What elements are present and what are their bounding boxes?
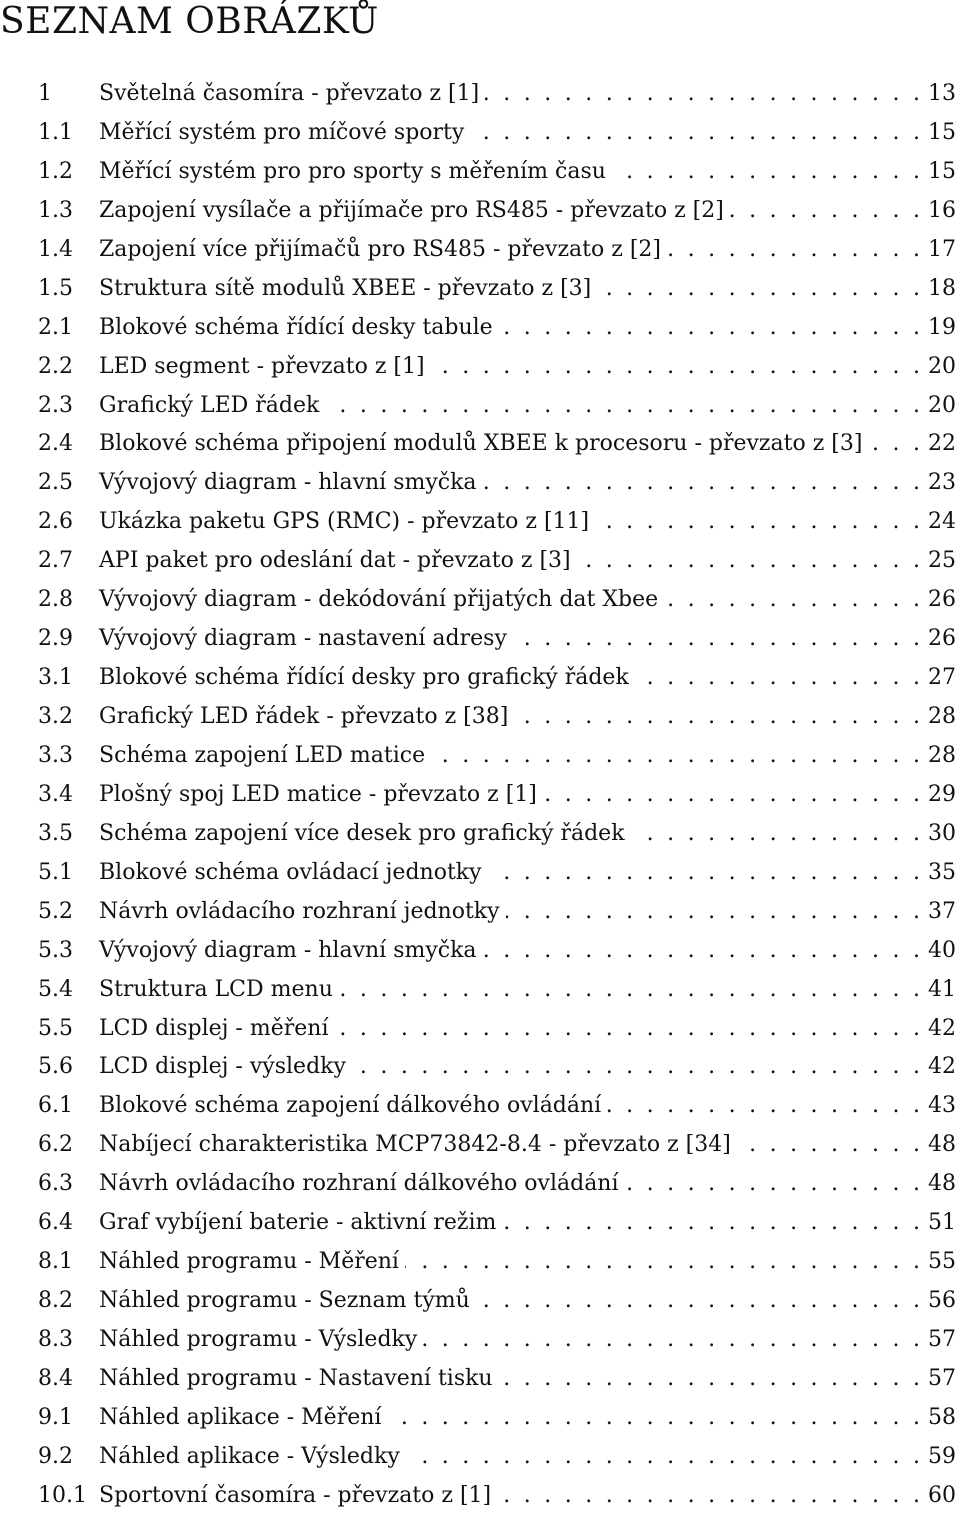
figure-entry-body: [99, 971, 956, 1009]
figure-page-number: 56: [928, 1288, 956, 1314]
figure-number: 1.4: [38, 236, 73, 262]
dot-leader: [730, 192, 920, 230]
figure-number: 2.8: [38, 587, 73, 613]
figure-entry-body: [99, 1048, 956, 1086]
dot-leader: [597, 270, 920, 308]
figure-caption: Náhled aplikace - Měření: [99, 1404, 382, 1430]
figure-caption: Náhled aplikace - Výsledky: [99, 1443, 400, 1469]
figure-entry[interactable]: [0, 425, 960, 464]
figure-entry-body: [99, 1126, 956, 1164]
figure-entry[interactable]: [0, 1282, 960, 1321]
figure-entry[interactable]: [0, 542, 960, 581]
dot-leader: [664, 581, 920, 619]
dot-leader: [406, 1438, 920, 1476]
figure-entry[interactable]: [0, 1360, 960, 1399]
figure-page-number: 58: [928, 1404, 956, 1430]
figure-entry-body: [99, 815, 956, 853]
figure-entry[interactable]: [0, 348, 960, 387]
figure-number: 5.1: [38, 859, 73, 885]
dot-leader: [405, 1243, 920, 1281]
figure-page-number: 26: [928, 587, 956, 613]
figure-entry[interactable]: [0, 581, 960, 620]
figure-page-number: 19: [928, 314, 956, 340]
figure-page-number: 37: [928, 898, 956, 924]
figure-entry[interactable]: [0, 776, 960, 815]
figure-entry-body: [99, 1321, 956, 1359]
figure-caption: Ukázka paketu GPS (RMC) - převzato z [11]: [99, 509, 590, 535]
figure-number: 3.1: [38, 665, 73, 691]
figure-entry[interactable]: [0, 114, 960, 153]
figure-caption: Náhled programu - Seznam týmů: [99, 1288, 470, 1314]
figure-page-number: 30: [928, 820, 956, 846]
figure-entry[interactable]: [0, 815, 960, 854]
dot-leader: [470, 114, 920, 152]
figure-entry-body: [99, 659, 956, 697]
figure-page-number: 29: [928, 781, 956, 807]
figure-number: 2.1: [38, 314, 73, 340]
figure-caption: Schéma zapojení LED matice: [99, 742, 426, 768]
figure-entry[interactable]: [0, 1321, 960, 1360]
dot-leader: [543, 776, 920, 814]
figure-number: 1.5: [38, 275, 73, 301]
figure-entry-body: [99, 348, 956, 386]
figure-caption: Graf vybíjení baterie - aktivní režim: [99, 1210, 497, 1236]
figure-caption: Zapojení více přijímačů pro RS485 - převzato z [2]: [99, 236, 661, 262]
figure-caption: Blokové schéma ovládací jednotky: [99, 859, 482, 885]
figure-caption: Návrh ovládacího rozhraní jednotky: [99, 898, 500, 924]
figure-entry-body: [99, 464, 956, 502]
figure-number: 5.6: [38, 1054, 73, 1080]
figure-entry-body: [99, 1360, 956, 1398]
figure-number: 5.5: [38, 1015, 73, 1041]
figure-entry-body: [99, 698, 956, 736]
dot-leader: [595, 503, 920, 541]
dot-leader: [325, 387, 920, 425]
figure-caption: Zapojení vysílače a přijímače pro RS485 - převzato z [2]: [99, 197, 724, 223]
figure-page-number: 42: [928, 1054, 956, 1080]
figure-entry[interactable]: [0, 153, 960, 192]
figure-page-number: 27: [928, 665, 956, 691]
dot-leader: [625, 1165, 920, 1203]
figure-entry-body: [99, 503, 956, 541]
figure-caption: Světelná časomíra - převzato z [1]: [99, 81, 480, 106]
figure-number: 6.4: [38, 1210, 73, 1236]
figure-page-number: 57: [928, 1365, 956, 1391]
figure-caption: Blokové schéma připojení modulů XBEE k procesoru - převzato z [3]: [99, 431, 863, 457]
figure-number: 6.3: [38, 1171, 73, 1197]
figure-page-number: 28: [928, 742, 956, 768]
figure-caption: Blokové schéma zapojení dálkového ovládání: [99, 1093, 602, 1119]
figure-entry-body: [99, 425, 956, 463]
dot-leader: [499, 1360, 920, 1398]
dot-leader: [514, 698, 920, 736]
figure-caption: Vývojový diagram - nastavení adresy: [99, 626, 507, 652]
dot-leader: [423, 1321, 920, 1359]
figure-number: 6.1: [38, 1093, 73, 1119]
figure-page-number: 35: [928, 859, 956, 885]
figure-number: 3.2: [38, 704, 73, 729]
figure-number: 10.1: [38, 1482, 87, 1508]
figure-entry[interactable]: [0, 737, 960, 776]
figure-page-number: 59: [928, 1443, 956, 1469]
figure-entry[interactable]: [0, 932, 960, 971]
figure-entry[interactable]: [0, 1438, 960, 1477]
figure-entry-body: [99, 309, 956, 347]
figure-entry[interactable]: [0, 893, 960, 932]
figure-caption: Vývojový diagram - hlavní smyčka: [99, 470, 477, 496]
dot-leader: [335, 1010, 921, 1048]
figure-entry[interactable]: [0, 464, 960, 503]
dot-leader: [431, 737, 920, 775]
figure-number: 1.3: [38, 197, 73, 223]
figure-number: 3.4: [38, 781, 73, 807]
figure-caption: Grafický LED řádek: [99, 392, 320, 418]
figure-caption: Plošný spoj LED matice - převzato z [1]: [99, 781, 537, 807]
figure-number: 2.2: [38, 353, 73, 379]
figure-caption: Měřící systém pro pro sporty s měřením času: [99, 158, 606, 184]
figure-page-number: 57: [928, 1327, 956, 1352]
figure-caption: Vývojový diagram - dekódování přijatých dat Xbee: [99, 587, 659, 613]
figure-entry-body: [99, 737, 956, 775]
dot-leader: [497, 1477, 920, 1515]
figure-caption: Návrh ovládacího rozhraní dálkového ovládání: [99, 1171, 619, 1197]
figure-caption: Struktura LCD menu: [99, 976, 333, 1002]
dot-leader: [607, 1087, 920, 1125]
figure-number: 9.1: [38, 1404, 73, 1430]
figure-page-number: 18: [928, 275, 956, 301]
figure-entry[interactable]: [0, 309, 960, 348]
figure-page-number: 15: [928, 119, 956, 145]
figure-entry[interactable]: [0, 698, 960, 737]
figure-entry[interactable]: [0, 192, 960, 231]
dot-leader: [352, 1048, 920, 1086]
figure-page-number: 25: [928, 548, 956, 574]
figure-entry[interactable]: [0, 1126, 960, 1165]
figure-entry[interactable]: [0, 1243, 960, 1282]
figure-number: 3.5: [38, 820, 73, 846]
figure-number: 2.5: [38, 470, 73, 496]
figure-entry-body: [99, 1243, 956, 1281]
dot-leader: [506, 893, 920, 931]
figure-caption: Blokové schéma řídící desky pro grafický řádek: [99, 665, 629, 691]
figure-page-number: 20: [928, 392, 956, 418]
figure-entry[interactable]: [0, 270, 960, 309]
figure-entry-body: [99, 854, 956, 892]
figure-entry[interactable]: [0, 620, 960, 659]
figure-entry-body: [99, 114, 956, 152]
figure-page-number: 20: [928, 353, 956, 379]
figure-caption: Blokové schéma řídící desky tabule: [99, 314, 493, 340]
figure-caption: Grafický LED řádek - převzato z [38]: [99, 704, 509, 729]
figure-entry-body: [99, 932, 956, 970]
dot-leader: [483, 464, 920, 502]
figure-entry[interactable]: [0, 1048, 960, 1087]
dot-leader: [488, 854, 920, 892]
figure-entry-body: [99, 192, 956, 230]
dot-leader: [339, 971, 920, 1009]
figure-caption: API paket pro odeslání dat - převzato z [3]: [99, 548, 571, 574]
figure-page-number: 43: [928, 1093, 956, 1119]
figure-entry-body: [99, 1087, 956, 1125]
figure-entry-body: [99, 1477, 956, 1515]
figure-entry[interactable]: [0, 1087, 960, 1126]
figure-entry-body: [99, 542, 956, 580]
figure-page-number: 48: [928, 1132, 956, 1158]
figure-page-number: 22: [928, 431, 956, 457]
figure-entry[interactable]: [0, 1010, 960, 1049]
figure-number: 3.3: [38, 742, 73, 768]
figure-page-number: 13: [928, 81, 956, 106]
figure-number: 8.1: [38, 1249, 73, 1275]
figure-page-number: 60: [928, 1482, 956, 1508]
figure-caption: Sportovní časomíra - převzato z [1]: [99, 1482, 492, 1508]
figure-number: 2.6: [38, 509, 73, 535]
figure-number: 5.3: [38, 937, 73, 963]
figure-entry-body: [99, 1438, 956, 1476]
figure-caption: Náhled programu - Nastavení tisku: [99, 1365, 493, 1391]
dot-leader: [667, 231, 920, 269]
dot-leader: [513, 620, 920, 658]
figure-caption: Náhled programu - Měření: [99, 1249, 399, 1275]
figure-page-number: 41: [928, 976, 956, 1002]
figure-caption: Nabíjecí charakteristika MCP73842-8.4 - převzato z [34]: [99, 1132, 731, 1158]
figure-caption: LED segment - převzato z [1]: [99, 353, 425, 379]
list-of-figures: [0, 75, 960, 1516]
figure-caption: LCD displej - měření: [99, 1015, 329, 1041]
figure-number: 5.2: [38, 898, 73, 924]
figure-entry-body: [99, 387, 956, 425]
dot-leader: [476, 1282, 920, 1320]
figure-page-number: 28: [928, 704, 956, 729]
figure-number: 1.1: [38, 119, 73, 145]
dot-leader: [431, 348, 920, 386]
figure-caption: Struktura sítě modulů XBEE - převzato z [3]: [99, 275, 592, 301]
figure-number: 2.4: [38, 431, 73, 457]
dot-leader: [483, 932, 920, 970]
figure-entry-body: [99, 620, 956, 658]
figure-entry-body: [99, 776, 956, 814]
figure-caption: Náhled programu - Výsledky: [99, 1327, 418, 1352]
figure-entry[interactable]: [0, 503, 960, 542]
dot-leader: [577, 542, 920, 580]
figure-entry[interactable]: [0, 231, 960, 270]
figure-entry[interactable]: [0, 1165, 960, 1204]
dot-leader: [868, 425, 920, 463]
figure-number: 2.9: [38, 626, 73, 652]
figure-caption: Schéma zapojení více desek pro grafický řádek: [99, 820, 625, 846]
figure-page-number: 16: [928, 197, 956, 223]
dot-leader: [737, 1126, 920, 1164]
figure-entry-body: [99, 75, 956, 113]
figure-page-number: 42: [928, 1015, 956, 1041]
figure-page-number: 15: [928, 158, 956, 184]
figure-entry[interactable]: [0, 1477, 960, 1516]
figure-entry-body: [99, 270, 956, 308]
figure-entry-body: [99, 1165, 956, 1203]
figure-page-number: 17: [928, 236, 956, 262]
figure-entry-body: [99, 581, 956, 619]
figure-caption: Měřící systém pro míčové sporty: [99, 119, 465, 145]
figure-page-number: 55: [928, 1249, 956, 1275]
figure-entry[interactable]: [0, 1204, 960, 1243]
figure-page-number: 48: [928, 1171, 956, 1197]
figure-number: 2.3: [38, 392, 73, 418]
figure-page-number: 51: [928, 1210, 956, 1236]
figure-caption: Vývojový diagram - hlavní smyčka: [99, 937, 477, 963]
dot-leader: [387, 1399, 920, 1437]
figure-entry-body: [99, 153, 956, 191]
figure-entry[interactable]: [0, 75, 960, 114]
figure-entry-body: [99, 1010, 956, 1048]
figure-entry-body: [99, 1399, 956, 1437]
figure-entry-body: [99, 893, 956, 931]
figure-entry[interactable]: [0, 971, 960, 1010]
figure-entry[interactable]: [0, 387, 960, 426]
figure-number: 2.7: [38, 548, 73, 574]
figure-caption: LCD displej - výsledky: [99, 1054, 346, 1080]
figure-entry-body: [99, 1204, 956, 1242]
figure-number: 1: [38, 81, 52, 106]
figure-page-number: 40: [928, 937, 956, 963]
figure-number: 1.2: [38, 158, 73, 184]
figure-number: 8.4: [38, 1365, 73, 1391]
figure-entry-body: [99, 231, 956, 269]
dot-leader: [502, 1204, 920, 1242]
figure-entry[interactable]: [0, 659, 960, 698]
dot-leader: [499, 309, 920, 347]
figure-page-number: 23: [928, 470, 956, 496]
figure-page-number: 26: [928, 626, 956, 652]
figure-entry[interactable]: [0, 854, 960, 893]
figure-page-number: 24: [928, 509, 956, 535]
dot-leader: [485, 75, 920, 113]
figure-number: 8.3: [38, 1327, 73, 1352]
figure-number: 5.4: [38, 976, 73, 1002]
figure-number: 9.2: [38, 1443, 73, 1469]
dot-leader: [635, 659, 920, 697]
figure-number: 6.2: [38, 1132, 73, 1158]
figure-entry-body: [99, 1282, 956, 1320]
dot-leader: [631, 815, 920, 853]
dot-leader: [612, 153, 920, 191]
figure-number: 8.2: [38, 1288, 73, 1314]
page-title: SEZNAM OBRÁZKŮ: [0, 1, 379, 42]
figure-entry[interactable]: [0, 1399, 960, 1438]
